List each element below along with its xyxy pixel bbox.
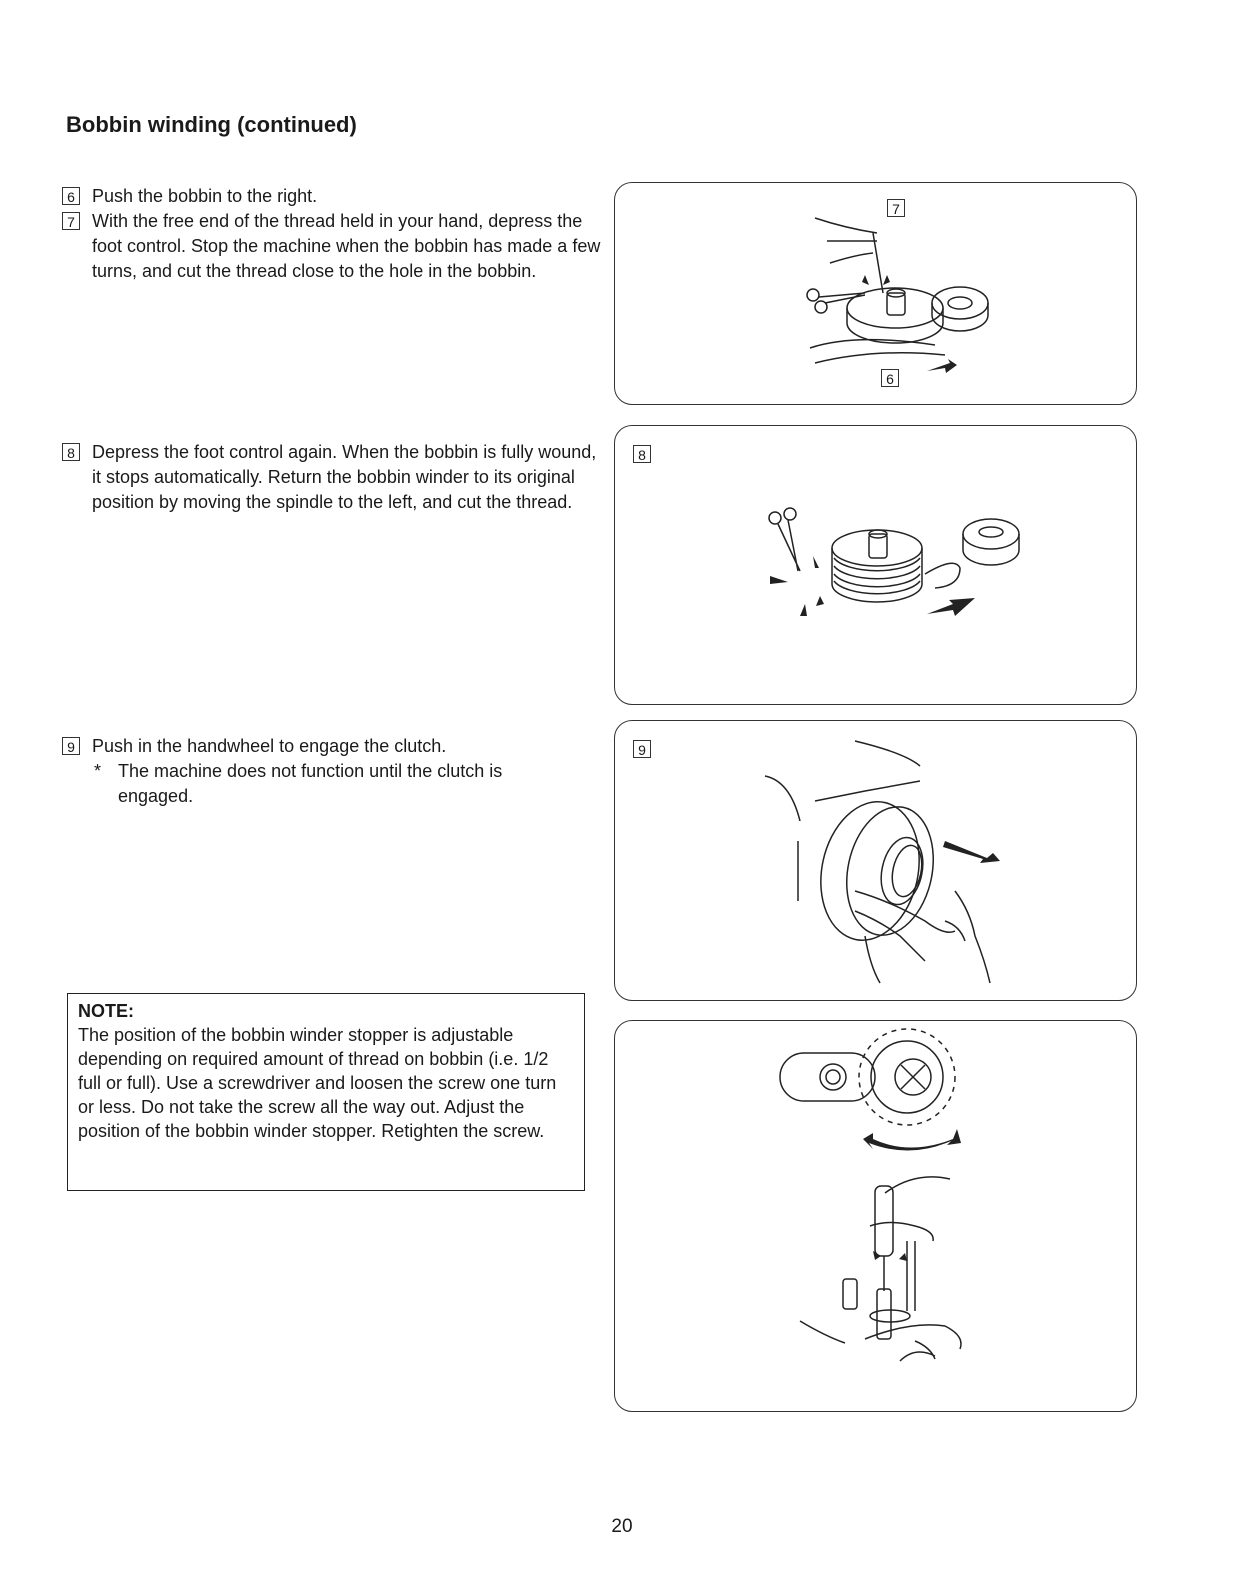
step-9 [62,734,602,759]
step-9-text: Push in the handwheel to engage the clutch. [92,736,447,756]
step-number-8: 8 [62,443,80,461]
step-6-text: Push the bobbin to the right. [92,186,318,206]
step-8-text: Depress the foot control again. When the bobbin is fully wound, it stops automatically. Return the bobbin winder to its original position by moving the spindle to the left, and cut the thread. [92,442,597,512]
figure-panel-8 [614,425,1137,705]
step-9-note-text: The machine does not function until the clutch is engaged. [118,761,503,806]
figure-panel-note [614,1020,1137,1412]
steps-8 [62,440,602,515]
step-7 [62,209,602,284]
handwheel-clutch-illustration [615,721,1135,999]
page-number: 20 [611,1516,633,1537]
bullet-star: * [94,761,102,781]
steps-9 [62,734,602,809]
stopper-adjustment-illustration [615,1021,1135,1409]
bobbin-winding-start-illustration [615,183,1135,403]
steps-6-7 [62,184,602,284]
figure-label-8: 8 [633,445,651,463]
note-title: NOTE: [78,1001,134,1021]
note-box [67,993,585,1191]
figure-panel-9 [614,720,1137,1001]
bobbin-full-illustration [615,426,1135,702]
figure-label-7: 7 [887,199,905,217]
step-number-9: 9 [62,737,80,755]
step-8 [62,440,602,515]
step-6 [62,184,602,209]
step-9-note [62,759,578,809]
step-number-7: 7 [62,212,80,230]
note-text: The position of the bobbin winder stopper is adjustable depending on required amount of thread on bobbin (i.e. 1/2 full or full). Use a screwdriver and loosen the screw one turn or less. Do not take the screw all the way out. Adjust the position of the bobbin winder stopper. Retighten the screw. [78,1025,557,1141]
step-7-text: With the free end of the thread held in your hand, depress the foot control. Stop the machine when the bobbin has made a few turns, and cut the thread close to the hole in the bobbin. [92,211,601,281]
step-number-6: 6 [62,187,80,205]
page-title: Bobbin winding (continued) [66,112,357,137]
figure-panel-7-6 [614,182,1137,405]
figure-label-6: 6 [881,369,899,387]
figure-label-9: 9 [633,740,651,758]
